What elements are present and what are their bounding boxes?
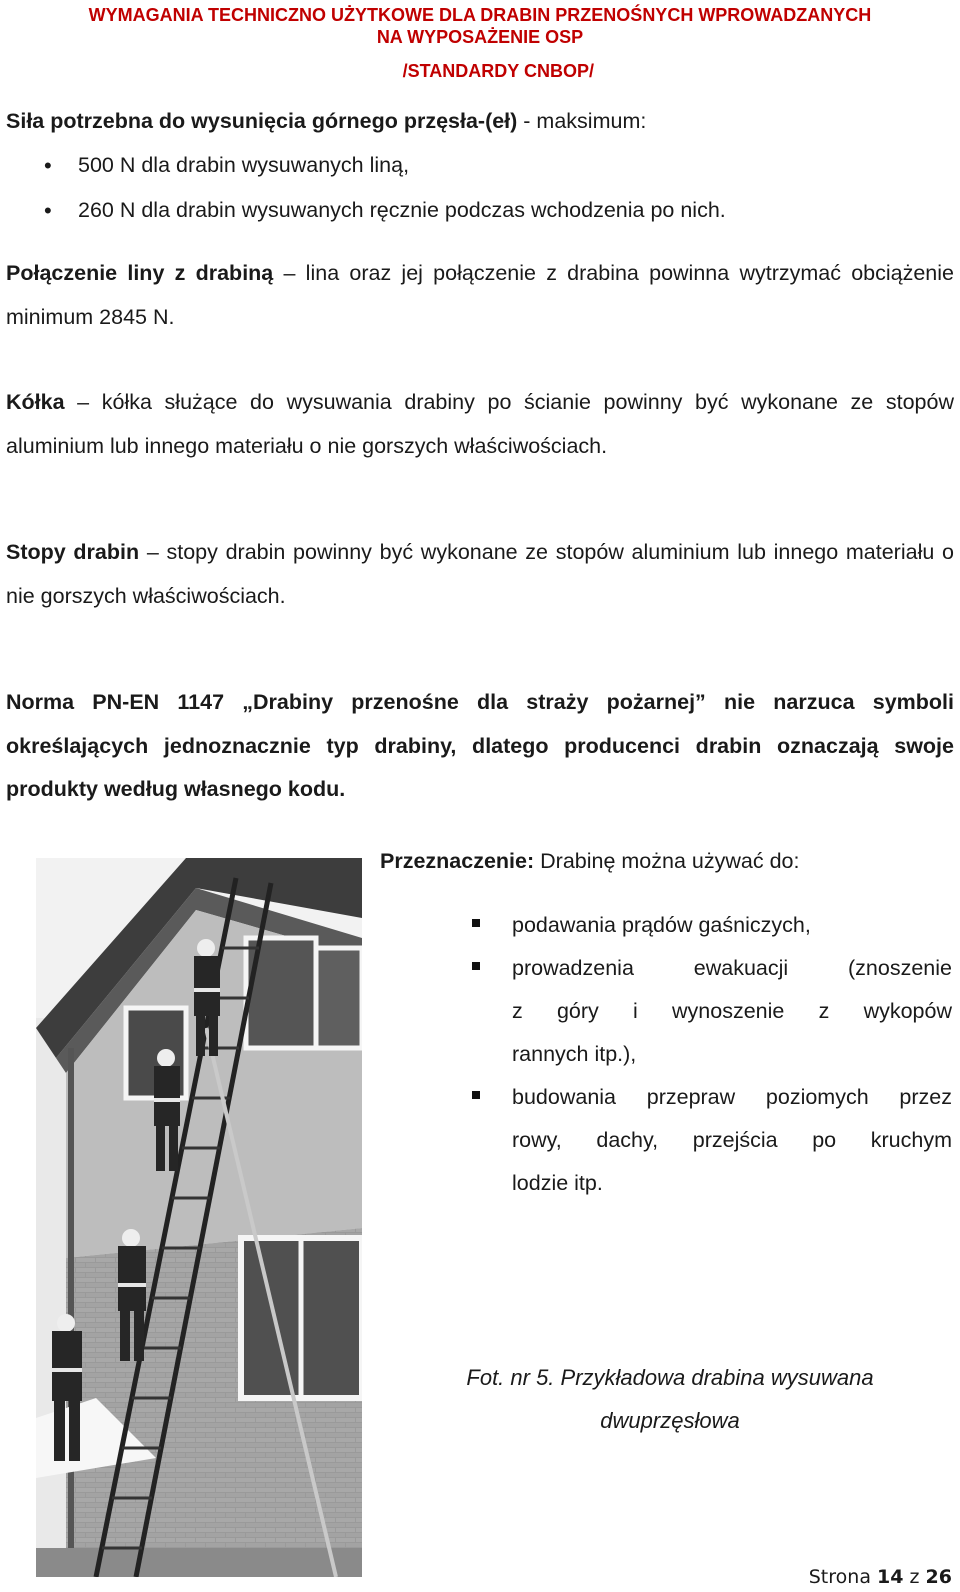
bullet-dot-icon: • (44, 198, 52, 223)
purpose-item-2-line-2: z góry i wynoszenie z wykopów (512, 999, 952, 1023)
force-heading: Siła potrzebna do wysunięcia górnego przęsła-(eł) (6, 109, 518, 133)
header-line-2: NA WYPOSAŻENIE OSP (376, 27, 584, 47)
purpose-item-3-line-2: rowy, dachy, przejścia po kruchym (512, 1128, 952, 1152)
wheels-paragraph (6, 381, 954, 468)
square-bullet-icon (472, 919, 480, 927)
rope-heading: Połączenie liny z drabiną (6, 261, 274, 285)
footer-separator: z (909, 1566, 920, 1588)
bullet-dot-icon: • (44, 153, 52, 178)
square-bullet-icon (472, 1091, 480, 1099)
force-text: - maksimum: (517, 109, 647, 133)
purpose-heading: Przeznaczenie: (380, 849, 535, 873)
header-line-1: WYMAGANIA TECHNICZNO UŻYTKOWE DLA DRABIN PRZENOŚNYCH WPROWADZANYCH (88, 5, 872, 25)
square-bullet-icon (472, 962, 480, 970)
feet-text: – stopy drabin powinny być wykonane ze stopów aluminium lub innego materiału o nie gorszych właściwościach. (6, 540, 954, 608)
photo-caption-line-1: Fot. nr 5. Przykładowa drabina wysuwana (466, 1365, 874, 1390)
purpose-text: Drabinę można używać do: (534, 849, 800, 873)
purpose-item-2-line-1: prowadzenia ewakuacji (znoszenie (512, 956, 952, 980)
rope-paragraph (6, 252, 954, 339)
force-paragraph (6, 100, 954, 144)
purpose-item-1: podawania prądów gaśniczych, (512, 913, 811, 937)
rope-text: – lina oraz jej połączenie z drabina powinna wytrzymać obciążenie minimum 2845 N. (6, 261, 954, 329)
purpose-item-3-line-1: budowania przepraw poziomych przez (512, 1085, 952, 1109)
wheels-heading: Kółka (6, 390, 65, 414)
purpose-item-3-line-3: lodzie itp. (512, 1171, 603, 1195)
purpose-paragraph (380, 840, 940, 884)
feet-heading: Stopy drabin (6, 540, 140, 564)
force-item-2: 260 N dla drabin wysuwanych ręcznie podczas wchodzenia po nich. (78, 198, 726, 222)
purpose-item-2-line-3: rannych itp.), (512, 1042, 637, 1066)
header-line-3: /STANDARDY CNBOP/ (402, 61, 594, 81)
wheels-text: – kółka służące do wysuwania drabiny po ścianie powinny być wykonane ze stopów aluminium lub innego materiału o nie gorszych właściwościach. (6, 390, 954, 458)
feet-paragraph (6, 531, 954, 618)
page-footer (809, 1566, 952, 1588)
force-item-1: 500 N dla drabin wysuwanych liną, (78, 153, 410, 177)
footer-prefix: Strona (808, 1566, 871, 1588)
page-number: 14 (877, 1566, 904, 1588)
photo-caption-line-2: dwuprzęsłowa (600, 1408, 740, 1433)
document-header (0, 4, 960, 81)
page-total: 26 (925, 1566, 952, 1588)
norm-paragraph: Norma PN-EN 1147 „Drabiny przenośne dla straży pożarnej” nie narzuca symboli określających jednoznacznie typ drabiny, dlatego producenci drabin oznaczają swoje produkty według własnego kodu. (6, 690, 954, 801)
ladder-photo (36, 858, 362, 1577)
